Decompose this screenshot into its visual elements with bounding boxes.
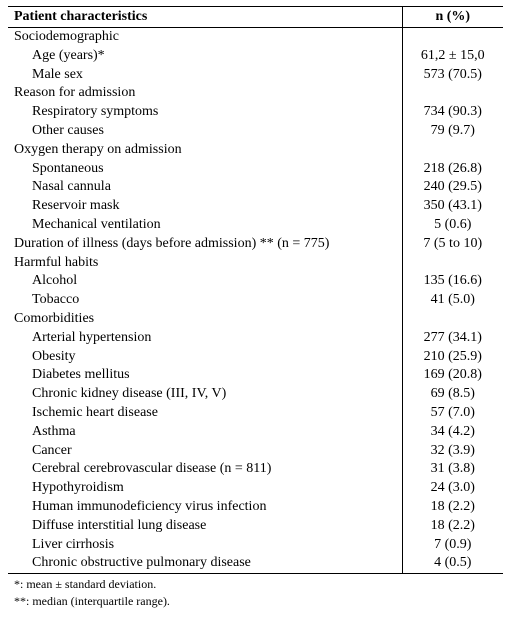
row-value: 5 (0.6) xyxy=(434,216,472,232)
table-row xyxy=(8,423,503,442)
row-sublabel: Spontaneous xyxy=(8,160,402,179)
table-row xyxy=(8,366,503,385)
table-row xyxy=(8,178,503,197)
table-row xyxy=(8,404,503,423)
row-value: 79 (9.7) xyxy=(430,122,475,138)
table-row xyxy=(8,28,503,47)
row-value: 350 (43.1) xyxy=(423,198,482,214)
table-row xyxy=(8,235,503,254)
row-value xyxy=(402,84,503,103)
row-sublabel: Age (years)* xyxy=(8,47,402,66)
row-value: 18 (2.2) xyxy=(430,517,475,533)
row-sublabel: Diabetes mellitus xyxy=(8,366,402,385)
table-row xyxy=(8,272,503,291)
row-section-label: Reason for admission xyxy=(8,84,402,103)
row-sublabel: Respiratory symptoms xyxy=(8,103,402,122)
row-sublabel: Chronic obstructive pulmonary disease xyxy=(8,554,402,573)
table-row xyxy=(8,329,503,348)
row-value: 34 (4.2) xyxy=(430,423,475,439)
table-row xyxy=(8,385,503,404)
table-header-row xyxy=(8,7,503,28)
row-value: 169 (20.8) xyxy=(423,367,482,383)
footnote-mean: *: mean ± standard deviation. xyxy=(14,577,157,592)
table-row xyxy=(8,141,503,160)
row-value: 61,2 ± 15,0 xyxy=(420,47,485,63)
table-row xyxy=(8,47,503,66)
table-row xyxy=(8,498,503,517)
footnote-median: **: median (interquartile range). xyxy=(14,594,170,609)
row-section-label: Sociodemographic xyxy=(8,28,402,47)
row-value: 24 (3.0) xyxy=(430,480,475,496)
row-value: 69 (8.5) xyxy=(430,386,475,402)
row-value: 18 (2.2) xyxy=(430,498,475,514)
table-row xyxy=(8,216,503,235)
row-section-label: Comorbidities xyxy=(8,310,402,329)
row-value xyxy=(402,141,503,160)
table-row xyxy=(8,554,503,573)
table-row xyxy=(8,254,503,273)
row-value: 57 (7.0) xyxy=(430,404,475,420)
row-sublabel: Liver cirrhosis xyxy=(8,536,402,555)
row-section-label: Duration of illness (days before admission) ** (n = 775) xyxy=(8,235,402,254)
row-sublabel: Male sex xyxy=(8,66,402,85)
row-value: 4 (0.5) xyxy=(402,554,503,573)
row-value: 277 (34.1) xyxy=(423,329,482,345)
header-characteristics: Patient characteristics xyxy=(8,7,402,28)
table-row xyxy=(8,460,503,479)
table-row xyxy=(8,536,503,555)
row-sublabel: Diffuse interstitial lung disease xyxy=(8,517,402,536)
row-sublabel: Mechanical ventilation xyxy=(8,216,402,235)
row-value: 240 (29.5) xyxy=(423,179,482,195)
row-sublabel: Asthma xyxy=(8,423,402,442)
row-sublabel: Alcohol xyxy=(8,272,402,291)
table-row xyxy=(8,66,503,85)
row-value: 41 (5.0) xyxy=(430,292,475,308)
table-row xyxy=(8,160,503,179)
table-row xyxy=(8,442,503,461)
row-value: 7 (0.9) xyxy=(434,536,472,552)
table-row xyxy=(8,310,503,329)
patient-characteristics-table xyxy=(8,6,503,574)
row-value: 31 (3.8) xyxy=(430,461,475,477)
row-value: 218 (26.8) xyxy=(423,160,482,176)
row-value: 135 (16.6) xyxy=(423,273,482,289)
row-sublabel: Hypothyroidism xyxy=(8,479,402,498)
table-footnotes xyxy=(14,576,509,610)
table-row xyxy=(8,517,503,536)
table-row xyxy=(8,103,503,122)
row-value: 734 (90.3) xyxy=(423,104,482,120)
row-sublabel: Tobacco xyxy=(8,291,402,310)
table-row xyxy=(8,291,503,310)
row-section-label: Harmful habits xyxy=(8,254,402,273)
table-row xyxy=(8,84,503,103)
row-sublabel: Chronic kidney disease (III, IV, V) xyxy=(8,385,402,404)
row-value xyxy=(402,310,503,329)
row-sublabel: Ischemic heart disease xyxy=(8,404,402,423)
table-row xyxy=(8,197,503,216)
row-sublabel: Human immunodeficiency virus infection xyxy=(8,498,402,517)
characteristics-table-container xyxy=(0,6,509,617)
row-value: 7 (5 to 10) xyxy=(423,235,483,251)
row-value: 32 (3.9) xyxy=(430,442,475,458)
row-sublabel: Cancer xyxy=(8,442,402,461)
row-sublabel: Nasal cannula xyxy=(8,178,402,197)
table-body xyxy=(8,28,503,574)
table-row xyxy=(8,348,503,367)
row-section-label: Oxygen therapy on admission xyxy=(8,141,402,160)
table-row xyxy=(8,122,503,141)
row-value: 210 (25.9) xyxy=(423,348,482,364)
header-n-percent: n (%) xyxy=(402,7,503,28)
row-sublabel: Reservoir mask xyxy=(8,197,402,216)
row-value: 573 (70.5) xyxy=(423,66,482,82)
row-value xyxy=(402,28,503,47)
row-sublabel: Other causes xyxy=(8,122,402,141)
row-sublabel: Arterial hypertension xyxy=(8,329,402,348)
table-row xyxy=(8,479,503,498)
row-sublabel: Obesity xyxy=(8,348,402,367)
row-sublabel: Cerebral cerebrovascular disease (n = 811) xyxy=(8,460,402,479)
row-value xyxy=(402,254,503,273)
